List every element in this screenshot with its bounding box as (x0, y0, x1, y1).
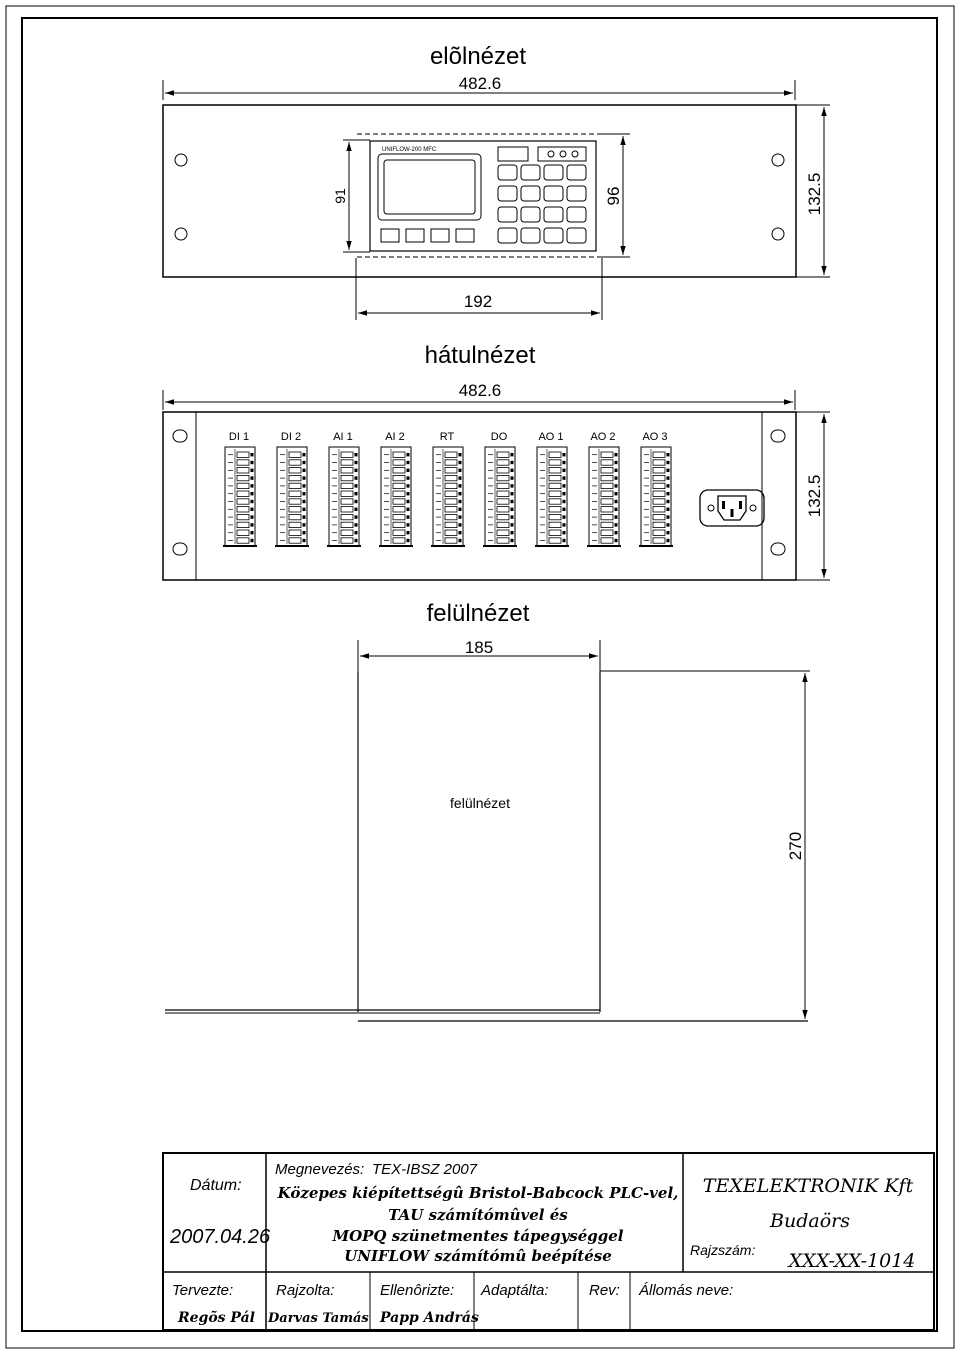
company-name: TEXELEKTRONIK Kft (702, 1175, 914, 1197)
description-line-4: UNIFLOW számítómû beépítése (344, 1247, 612, 1265)
megnevezes-value: TEX-IBSZ 2007 (372, 1161, 478, 1178)
terminal-label-ao2: AO 2 (590, 431, 616, 443)
terminal-label-di2: DI 2 (280, 431, 302, 443)
back-view-title: hátulnézet (424, 342, 536, 369)
megnevezes-label: Megnevezés: (275, 1161, 365, 1178)
rack-slot (771, 543, 785, 555)
rack-mount-hole (772, 228, 784, 240)
datum-label: Dátum: (190, 1177, 242, 1194)
description-line-2: TAU számítómûvel és (388, 1206, 568, 1224)
front-view-title: elõlnézet (429, 43, 527, 70)
terminal-block (275, 447, 309, 546)
front-height-label: 132.5 (805, 172, 824, 216)
terminal-block (431, 447, 465, 546)
soft-key (381, 229, 399, 242)
terminal-block (223, 447, 257, 546)
panel-height-label: 91 (332, 188, 348, 204)
description-line-1: Közepes kiépítettségû Bristol-Babcock PLC-vel, (277, 1184, 679, 1202)
terminal-block (535, 447, 569, 546)
back-width-label: 482.6 (458, 381, 502, 400)
terminal-label-ao3: AO 3 (642, 431, 668, 443)
terminal-label-do: DO (490, 431, 508, 443)
rajzolta-label: Rajzolta: (276, 1282, 335, 1299)
allomas-label: Állomás neve: (639, 1282, 734, 1299)
top-view (165, 600, 810, 1021)
title-block (163, 1153, 934, 1330)
status-window (498, 147, 528, 161)
soft-key (456, 229, 474, 242)
led-indicator (572, 151, 578, 157)
rajzszam-label: Rajzszám: (690, 1242, 756, 1258)
back-rack-panel (163, 412, 796, 580)
back-height-label: 132.5 (805, 474, 824, 518)
rack-mount-hole (772, 154, 784, 166)
terminal-block (483, 447, 517, 546)
uniflow-module (370, 141, 596, 251)
terminal-block (327, 447, 361, 546)
led-indicator (548, 151, 554, 157)
top-width-label: 185 (464, 638, 494, 657)
rack-slot (173, 543, 187, 555)
power-inlet (700, 490, 764, 526)
rev-label: Rev: (589, 1282, 620, 1299)
top-view-title: felülnézet (426, 600, 530, 627)
keypad (498, 165, 586, 243)
terminal-block (587, 447, 621, 546)
rack-mount-hole (175, 228, 187, 240)
module-width-label: 192 (463, 292, 493, 311)
datum-value: 2007.04.26 (170, 1226, 271, 1248)
soft-key (406, 229, 424, 242)
top-depth-label: 270 (786, 831, 805, 861)
description-line-3: MOPQ szünetmentes tápegységgel (332, 1227, 624, 1245)
terminal-label-ai2: AI 2 (385, 431, 405, 443)
rack-slot (173, 430, 187, 442)
top-inner-label: felülnézet (450, 795, 510, 811)
display-label: UNIFLOW-200 MFC (382, 147, 437, 153)
terminal-block (379, 447, 413, 546)
terminal-label-di1: DI 1 (228, 431, 250, 443)
terminal-label-ai1: AI 1 (333, 431, 353, 443)
rack-slot (771, 430, 785, 442)
front-view (163, 43, 830, 320)
rajzolta-value: Darvas Tamás (268, 1311, 369, 1326)
front-width-label: 482.6 (458, 74, 502, 93)
terminal-label-ao1: AO 1 (538, 431, 564, 443)
rack-mount-hole (175, 154, 187, 166)
led-indicator (560, 151, 566, 157)
terminal-label-rt: RT (439, 431, 455, 443)
led-group (538, 147, 586, 161)
rajzszam-value: XXX-XX-1014 (788, 1250, 916, 1272)
ellenorizte-value: Papp András (380, 1310, 479, 1326)
display-screen (378, 154, 481, 220)
sheet-frame (22, 18, 937, 1331)
company-city: Budaörs (770, 1210, 850, 1232)
adaptalta-label: Adaptálta: (481, 1282, 549, 1299)
module-height-label: 96 (604, 186, 623, 206)
soft-key (431, 229, 449, 242)
tervezte-value: Regõs Pál (178, 1310, 255, 1326)
tervezte-label: Tervezte: (172, 1282, 234, 1299)
back-view (163, 342, 830, 580)
terminal-blocks (223, 447, 673, 546)
ellenorizte-label: Ellenôrizte: (380, 1282, 455, 1299)
display-inner (384, 160, 475, 214)
terminal-block (639, 447, 673, 546)
